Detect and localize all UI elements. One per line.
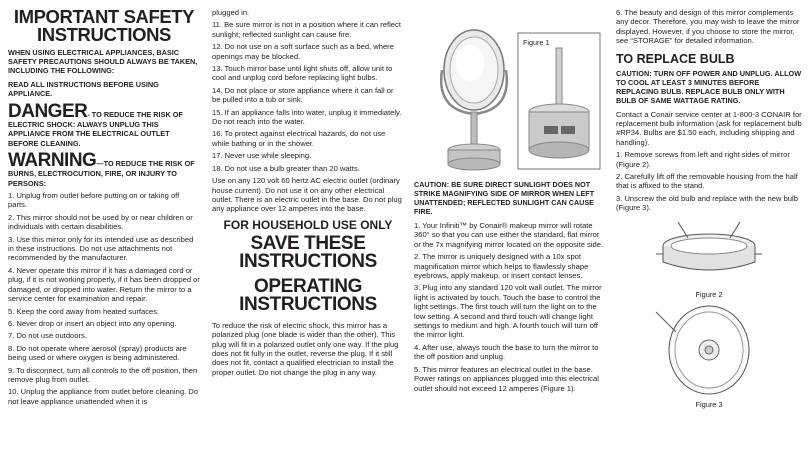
- list-item: 7. Do not use outdoors.: [8, 331, 87, 341]
- list-item: 3. Use this mirror only for its intended use as described in these instructions. Do not use attachments not recommended by the manufacturer.: [8, 234, 194, 263]
- operating-column: [414, 8, 604, 396]
- figure-2: [616, 216, 802, 300]
- list-item: 2. This mirror should not be used by or near children or individuals with certain disabilities.: [8, 212, 193, 232]
- warning-block: [8, 152, 200, 188]
- housing-illustration: [616, 216, 802, 288]
- list-item: 5. Keep the cord away from heated surfaces.: [8, 306, 160, 316]
- voltage-note: Use on any 120 volt 60 hertz AC electric outlet (ordinary house current). Do not use it on any other electrical outlet. There is an electric outlet in the base. Do not plug any appliance over 12 amperes into the base.: [212, 176, 402, 214]
- list-item: 6. The beauty and design of this mirror complements any decor. Therefore, you may wish to leave the mirror displayed. However, if you choose to store the mirror, see “STORAGE” for detailed information.: [616, 8, 800, 46]
- list-item: 1. Unplug from outlet before putting on or taking off parts.: [8, 191, 180, 210]
- list-item: 18. Do not use a bulb greater than 20 watts.: [212, 163, 360, 173]
- safety-column: [8, 8, 200, 409]
- safety-list-2: [212, 20, 404, 173]
- list-item: 5. This mirror features an electrical outlet in the base. Power ratings on appliances plugged into this electrical outlet should not exceed 12 amperes (Figure 1).: [414, 364, 599, 393]
- danger-heading: DANGER: [8, 101, 88, 122]
- danger-text: - TO REDUCE THE RISK OF ELECTRIC SHOCK: ALWAYS UNPLUG THIS APPLIANCE FROM THE ELECTRICAL OUTLET BEFORE CLEANING.: [8, 110, 183, 148]
- list-item: 14. Do not place or store appliance where it can fall or be pulled into a tub or sink.: [212, 85, 394, 105]
- safety-intro: WHEN USING ELECTRICAL APPLIANCES, BASIC SAFETY PRECAUTIONS SHOULD ALWAYS BE TAKEN, INCLUDING THE FOLLOWING:: [8, 48, 198, 75]
- figure-3-label: Figure 3: [695, 399, 723, 409]
- figure-1-label: Figure 1: [523, 38, 550, 47]
- polarized-plug-note: To reduce the risk of electric shock, this mirror has a polarized plug (one blade is wider than the other). This plug will fit in a polarized outlet only one way. If the plug does not fit fully in the outlet, reverse the plug. If it still does not fit, contact a qualified electrician to install the proper outlet. Do not change the plug in any way.: [212, 320, 399, 377]
- list-item: 9. To disconnect, turn all controls to the off position, then remove plug from outlet.: [8, 365, 198, 384]
- list-item: 3. Plug into any standard 120 volt wall outlet. The mirror light is activated by touch. Touch the base to control the light settings. The first touch will turn the light on to the low setting. A second and third touch will change light settings to medium and high. A fourth touch will turn off the mirror light.: [414, 283, 602, 340]
- warning-heading: WARNING: [8, 150, 97, 172]
- list-item: 11. Be sure mirror is not in a position where it can reflect sunlight; reflected sunlight can cause fire.: [212, 20, 401, 39]
- continued-text: plugged in.: [212, 8, 250, 17]
- list-item: 10. Unplug the appliance from outlet before cleaning. Do not leave appliance unattended when it is: [8, 387, 198, 406]
- replace-bulb-heading: TO REPLACE BULB: [616, 51, 735, 66]
- list-item: 8. Do not operate where aerosol (spray) products are being used or where oxygen is being administered.: [8, 343, 187, 363]
- mirror-illustration: [414, 8, 604, 174]
- warning-text: —TO REDUCE THE RISK OF BURNS, ELECTROCUTION, FIRE, OR INJURY TO PERSONS:: [8, 159, 195, 188]
- step-item: 3. Unscrew the old bulb and replace with the new bulb (Figure 3).: [616, 193, 798, 213]
- step-item: 1. Remove screws from left and right sides of mirror (Figure 2).: [616, 150, 790, 169]
- list-item: 16. To protect against electrical hazards, do not use while bathing or in the shower.: [212, 129, 386, 148]
- step-item: 2. Carefully lift off the removable housing from the half that is affixed to the stand.: [616, 172, 798, 191]
- figure-3: [616, 302, 802, 410]
- household-heading: FOR HOUSEHOLD USE ONLY: [223, 217, 393, 232]
- operating-list: [414, 221, 604, 393]
- operating-heading: OPERATING INSTRUCTIONS: [239, 275, 377, 316]
- safety-title: IMPORTANT SAFETY INSTRUCTIONS: [13, 6, 195, 45]
- safety-list-1: [8, 191, 200, 406]
- replace-bulb-column: [616, 8, 802, 409]
- sunlight-caution: CAUTION: BE SURE DIRECT SUNLIGHT DOES NOT STRIKE MAGNIFYING SIDE OF MIRROR WHEN LEFT UNATTENDED; REFLECTED SUNLIGHT CAN CAUSE FIRE.: [414, 180, 595, 216]
- contact-note: Contact a Conair service center at 1-800-3 CONAIR for replacement bulb information (ask for replacement bulb #RP34. Bulbs are $1.50 each, including shipping and handling).: [616, 109, 802, 147]
- list-item: 4. After use, always touch the base to turn the mirror to the off position and unplug.: [414, 342, 599, 362]
- list-item: 6. Never drop or insert an object into any opening.: [8, 318, 177, 328]
- list-item: 1. Your Infiniti™ by Conair® makeup mirror will rotate 360° so that you can use either the standard, flat mirror or the 7x magnifying mirror located on the opposite side.: [414, 221, 604, 249]
- bulb-illustration: [616, 302, 802, 398]
- list-item: 12. Do not use on a soft surface such as a bed, where openings may be blocked.: [212, 42, 394, 61]
- save-heading: SAVE THESE INSTRUCTIONS: [239, 232, 377, 273]
- read-all-note: READ ALL INSTRUCTIONS BEFORE USING APPLIANCE.: [8, 80, 159, 98]
- list-item: 4. Never operate this mirror if it has a damaged cord or plug, if it is not working properly, if it has been dropped or damaged, or dropped into water. Return the mirror to a service center for examination and repair.: [8, 265, 200, 304]
- figure-2-label: Figure 2: [695, 290, 723, 300]
- list-item: 17. Never use while sleeping.: [212, 151, 312, 161]
- list-item: 13. Touch mirror base until light shuts off, allow unit to cool and unplug cord before replacing light bulbs.: [212, 64, 393, 83]
- figure-1: [414, 8, 604, 174]
- safety-continued-column: [212, 8, 404, 380]
- replace-bulb-caution: CAUTION: TURN OFF POWER AND UNPLUG. ALLOW TO COOL AT LEAST 3 MINUTES BEFORE REPLACING BULB. REPLACE BULB ONLY WITH BULB OF SAME WATTAGE RATING.: [616, 68, 802, 105]
- danger-block: [8, 103, 200, 148]
- list-item: 15. If an appliance falls into water, unplug it immediately. Do not reach into the water.: [212, 107, 402, 127]
- list-item: 2. The mirror is uniquely designed with a 10x spot magnification mirror which helps to flawlessly shape eyebrows, apply makeup, or insert contact lenses.: [414, 252, 589, 281]
